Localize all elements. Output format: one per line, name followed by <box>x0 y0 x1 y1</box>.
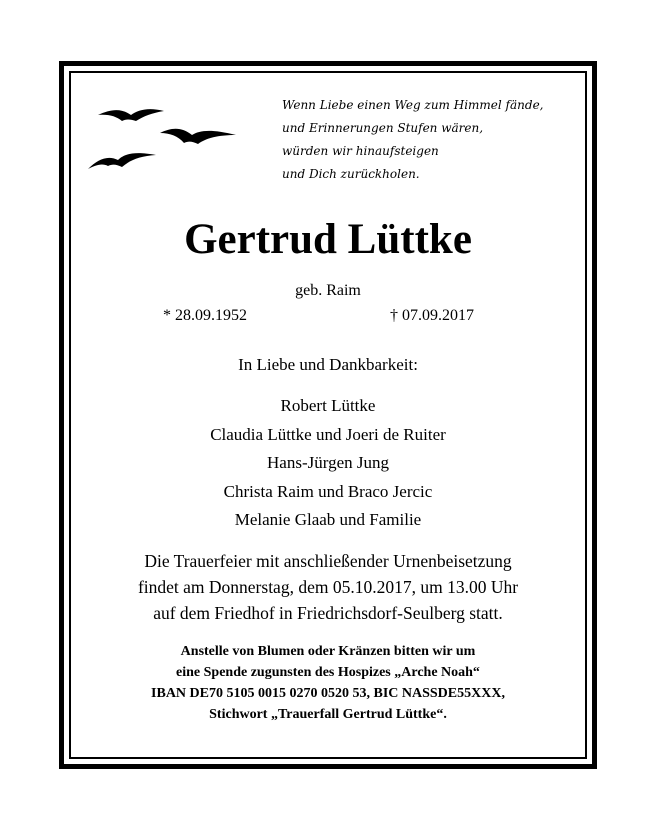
poem <box>282 94 582 186</box>
donation-line: eine Spende zugunsten des Hospizes „Arche Noah“ <box>176 665 480 680</box>
ceremony-line: auf dem Friedhof in Friedrichsdorf-Seulberg statt. <box>153 603 503 623</box>
mourners-intro: In Liebe und Dankbarkeit: <box>238 355 418 374</box>
poem-line: und Dich zurückholen. <box>282 167 420 181</box>
poem-line: Wenn Liebe einen Weg zum Himmel fände, <box>282 98 544 112</box>
ceremony-line: Die Trauerfeier mit anschließender Urnenbeisetzung <box>144 551 512 571</box>
flying-birds-icon <box>86 105 246 175</box>
bird-icon <box>98 109 164 121</box>
mourner-name: Melanie Glaab und Familie <box>234 510 422 529</box>
bird-icon <box>160 129 236 144</box>
donation-line: IBAN DE70 5105 0015 0270 0520 53, BIC NASSDE55XXX, <box>151 686 505 701</box>
mourners-list <box>59 392 597 535</box>
ceremony-info <box>59 548 597 626</box>
ceremony-line: findet am Donnerstag, dem 05.10.2017, um 13.00 Uhr <box>137 577 519 597</box>
donation-line: Anstelle von Blumen oder Kränzen bitten wir um <box>180 644 476 659</box>
death-date: † 07.09.2017 <box>390 307 474 324</box>
mourner-name: Hans-Jürgen Jung <box>267 453 389 472</box>
donation-line: Stichwort „Trauerfall Gertrud Lüttke“. <box>209 707 447 722</box>
bird-icon <box>88 153 156 169</box>
poem-line: und Erinnerungen Stufen wären, <box>282 121 484 135</box>
deceased-name: Gertrud Lüttke <box>184 216 472 263</box>
birth-date: * 28.09.1952 <box>163 307 247 324</box>
mourner-name: Robert Lüttke <box>280 396 376 415</box>
donation-info <box>59 641 597 725</box>
mourner-name: Claudia Lüttke und Joeri de Ruiter <box>210 424 446 444</box>
mourner-name: Christa Raim und Braco Jercic <box>223 481 433 501</box>
poem-line: würden wir hinaufsteigen <box>282 144 439 158</box>
maiden-name: geb. Raim <box>295 282 361 299</box>
